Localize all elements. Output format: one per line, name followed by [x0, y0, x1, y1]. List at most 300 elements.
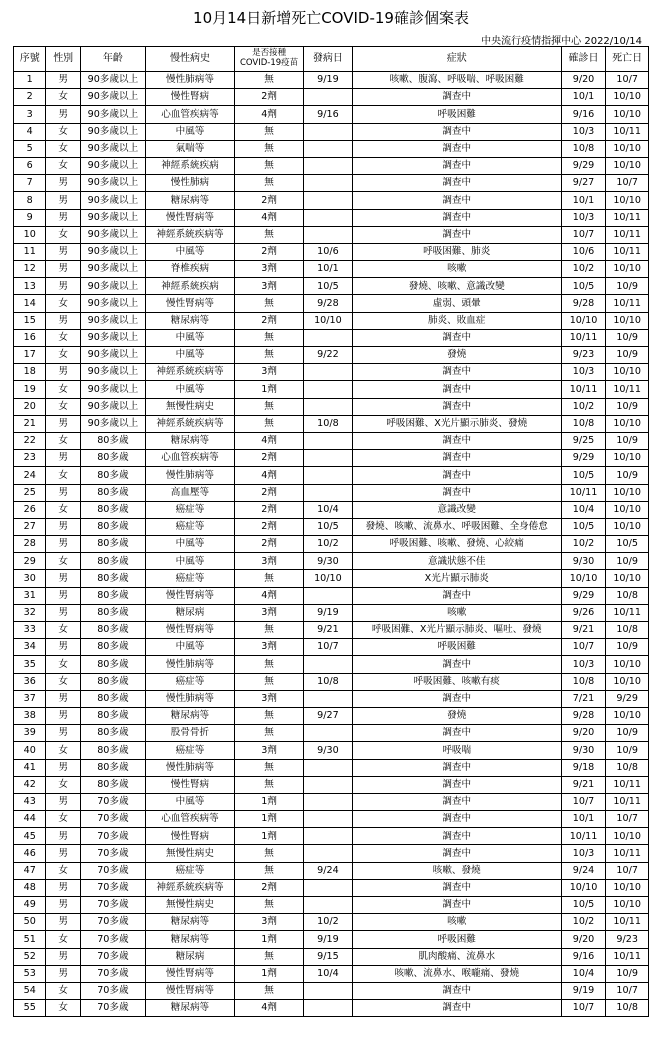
symptoms-cell: 調查中: [352, 484, 561, 501]
sex-cell: 男: [46, 587, 80, 604]
sex-cell: 男: [46, 243, 80, 260]
death-date-cell: 10/10: [606, 501, 649, 518]
vaccination-cell: 無: [235, 398, 304, 415]
confirmed-date-cell: 10/7: [561, 639, 606, 656]
confirmed-date-cell: 10/5: [561, 467, 606, 484]
serial-cell: 26: [14, 501, 46, 518]
death-date-cell: 10/7: [606, 811, 649, 828]
sex-cell: 男: [46, 106, 80, 123]
age-cell: 70多歲: [80, 1000, 145, 1017]
sex-cell: 男: [46, 897, 80, 914]
chronic-history-cell: 無慢性病史: [145, 845, 234, 862]
table-row: [14, 536, 649, 553]
onset-date-cell: 9/16: [304, 106, 353, 123]
onset-date-cell: 10/1: [304, 261, 353, 278]
serial-cell: 29: [14, 553, 46, 570]
symptoms-cell: 調查中: [352, 845, 561, 862]
vaccination-cell: 無: [235, 622, 304, 639]
onset-date-cell: [304, 329, 353, 346]
onset-date-cell: [304, 175, 353, 192]
death-date-cell: 10/9: [606, 329, 649, 346]
death-date-cell: 10/11: [606, 948, 649, 965]
header-sex: 性別: [46, 47, 80, 72]
header-vaccination: [235, 47, 304, 72]
table-header-row: [14, 47, 649, 72]
table-row: [14, 879, 649, 896]
onset-date-cell: 10/2: [304, 536, 353, 553]
symptoms-cell: 呼吸困難: [352, 639, 561, 656]
chronic-history-cell: 糖尿病等: [145, 707, 234, 724]
onset-date-cell: 10/4: [304, 965, 353, 982]
vaccination-cell: 4劑: [235, 1000, 304, 1017]
sex-cell: 男: [46, 707, 80, 724]
symptoms-cell: 呼吸喘: [352, 742, 561, 759]
age-cell: 90多歲以上: [80, 347, 145, 364]
death-date-cell: 10/8: [606, 759, 649, 776]
serial-cell: 40: [14, 742, 46, 759]
onset-date-cell: 10/7: [304, 639, 353, 656]
age-cell: 80多歲: [80, 432, 145, 449]
onset-date-cell: 10/8: [304, 415, 353, 432]
serial-cell: 43: [14, 793, 46, 810]
serial-cell: 41: [14, 759, 46, 776]
confirmed-date-cell: 10/3: [561, 656, 606, 673]
serial-cell: 52: [14, 948, 46, 965]
age-cell: 70多歲: [80, 845, 145, 862]
death-date-cell: 10/5: [606, 536, 649, 553]
symptoms-cell: 發燒: [352, 347, 561, 364]
death-date-cell: 10/7: [606, 72, 649, 89]
table-row: [14, 639, 649, 656]
confirmed-date-cell: 9/30: [561, 553, 606, 570]
confirmed-date-cell: 9/26: [561, 604, 606, 621]
chronic-history-cell: 癌症等: [145, 518, 234, 535]
vaccination-cell: 無: [235, 776, 304, 793]
vaccination-cell: 無: [235, 175, 304, 192]
onset-date-cell: [304, 811, 353, 828]
table-row: [14, 484, 649, 501]
table-row: [14, 828, 649, 845]
vaccination-cell: 3劑: [235, 690, 304, 707]
serial-cell: 7: [14, 175, 46, 192]
confirmed-date-cell: 10/5: [561, 278, 606, 295]
table-row: [14, 587, 649, 604]
death-date-cell: 10/11: [606, 226, 649, 243]
age-cell: 70多歲: [80, 931, 145, 948]
sex-cell: 男: [46, 415, 80, 432]
sex-cell: 男: [46, 828, 80, 845]
sex-cell: 男: [46, 518, 80, 535]
confirmed-date-cell: 10/1: [561, 192, 606, 209]
header-age: 年齡: [80, 47, 145, 72]
death-date-cell: 10/10: [606, 518, 649, 535]
symptoms-cell: X光片顯示肺炎: [352, 570, 561, 587]
symptoms-cell: 調查中: [352, 725, 561, 742]
confirmed-date-cell: 10/3: [561, 364, 606, 381]
vaccination-cell: 3劑: [235, 742, 304, 759]
death-date-cell: 10/11: [606, 914, 649, 931]
symptoms-cell: 調查中: [352, 879, 561, 896]
confirmed-date-cell: 9/20: [561, 725, 606, 742]
chronic-history-cell: 中風等: [145, 639, 234, 656]
chronic-history-cell: 糖尿病等: [145, 1000, 234, 1017]
chronic-history-cell: 心血管疾病等: [145, 450, 234, 467]
chronic-history-cell: 中風等: [145, 347, 234, 364]
chronic-history-cell: 糖尿病等: [145, 432, 234, 449]
chronic-history-cell: 中風等: [145, 793, 234, 810]
sex-cell: 男: [46, 278, 80, 295]
chronic-history-cell: 高血壓等: [145, 484, 234, 501]
serial-cell: 14: [14, 295, 46, 312]
onset-date-cell: [304, 759, 353, 776]
vaccination-cell: 2劑: [235, 484, 304, 501]
symptoms-cell: 咳嗽、腹瀉、呼吸喘、呼吸困難: [352, 72, 561, 89]
sex-cell: 男: [46, 690, 80, 707]
death-date-cell: 10/10: [606, 415, 649, 432]
age-cell: 90多歲以上: [80, 381, 145, 398]
table-row: [14, 381, 649, 398]
sex-cell: 男: [46, 914, 80, 931]
onset-date-cell: 9/19: [304, 931, 353, 948]
age-cell: 70多歲: [80, 982, 145, 999]
symptoms-cell: 調查中: [352, 656, 561, 673]
sex-cell: 男: [46, 759, 80, 776]
serial-cell: 46: [14, 845, 46, 862]
vaccination-cell: 2劑: [235, 450, 304, 467]
age-cell: 80多歲: [80, 604, 145, 621]
serial-cell: 22: [14, 432, 46, 449]
chronic-history-cell: 神經系統疾病: [145, 278, 234, 295]
confirmed-date-cell: 10/8: [561, 673, 606, 690]
onset-date-cell: [304, 656, 353, 673]
death-date-cell: 10/9: [606, 725, 649, 742]
sex-cell: 女: [46, 381, 80, 398]
table-row: [14, 347, 649, 364]
age-cell: 80多歲: [80, 707, 145, 724]
header-onset-date: 發病日: [304, 47, 353, 72]
header-confirmed-date: 確診日: [561, 47, 606, 72]
age-cell: 80多歲: [80, 673, 145, 690]
age-cell: 80多歲: [80, 450, 145, 467]
age-cell: 90多歲以上: [80, 295, 145, 312]
vaccination-cell: 無: [235, 862, 304, 879]
death-date-cell: 10/9: [606, 432, 649, 449]
chronic-history-cell: 糖尿病等: [145, 931, 234, 948]
age-cell: 90多歲以上: [80, 364, 145, 381]
onset-date-cell: [304, 484, 353, 501]
symptoms-cell: 調查中: [352, 759, 561, 776]
chronic-history-cell: 慢性腎病等: [145, 209, 234, 226]
onset-date-cell: 9/30: [304, 553, 353, 570]
table-row: [14, 295, 649, 312]
confirmed-date-cell: 9/21: [561, 622, 606, 639]
symptoms-cell: 調查中: [352, 157, 561, 174]
age-cell: 90多歲以上: [80, 278, 145, 295]
table-row: [14, 776, 649, 793]
sex-cell: 女: [46, 123, 80, 140]
onset-date-cell: 9/28: [304, 295, 353, 312]
serial-cell: 39: [14, 725, 46, 742]
death-date-cell: 10/8: [606, 587, 649, 604]
vaccination-cell: 2劑: [235, 192, 304, 209]
age-cell: 90多歲以上: [80, 106, 145, 123]
age-cell: 80多歲: [80, 725, 145, 742]
serial-cell: 51: [14, 931, 46, 948]
serial-cell: 10: [14, 226, 46, 243]
onset-date-cell: [304, 209, 353, 226]
age-cell: 90多歲以上: [80, 329, 145, 346]
age-cell: 80多歲: [80, 553, 145, 570]
serial-cell: 16: [14, 329, 46, 346]
vaccination-cell: 3劑: [235, 261, 304, 278]
sex-cell: 女: [46, 329, 80, 346]
symptoms-cell: 調查中: [352, 192, 561, 209]
age-cell: 70多歲: [80, 862, 145, 879]
confirmed-date-cell: 10/3: [561, 123, 606, 140]
symptoms-cell: 意識狀態不佳: [352, 553, 561, 570]
age-cell: 80多歲: [80, 759, 145, 776]
confirmed-date-cell: 10/11: [561, 329, 606, 346]
serial-cell: 33: [14, 622, 46, 639]
chronic-history-cell: 心血管疾病等: [145, 811, 234, 828]
death-date-cell: 10/7: [606, 862, 649, 879]
table-row: [14, 89, 649, 106]
onset-date-cell: [304, 192, 353, 209]
chronic-history-cell: 慢性腎病: [145, 828, 234, 845]
serial-cell: 5: [14, 140, 46, 157]
sex-cell: 女: [46, 89, 80, 106]
vaccination-cell: 無: [235, 415, 304, 432]
confirmed-date-cell: 9/29: [561, 587, 606, 604]
confirmed-date-cell: 10/5: [561, 897, 606, 914]
death-date-cell: 10/11: [606, 604, 649, 621]
sex-cell: 男: [46, 209, 80, 226]
death-date-cell: 10/11: [606, 209, 649, 226]
vaccination-cell: 無: [235, 347, 304, 364]
death-date-cell: 10/9: [606, 467, 649, 484]
confirmed-date-cell: 9/21: [561, 776, 606, 793]
sex-cell: 女: [46, 553, 80, 570]
sex-cell: 女: [46, 862, 80, 879]
death-date-cell: 10/9: [606, 639, 649, 656]
confirmed-date-cell: 10/3: [561, 845, 606, 862]
sex-cell: 男: [46, 639, 80, 656]
onset-date-cell: 9/27: [304, 707, 353, 724]
confirmed-date-cell: 7/21: [561, 690, 606, 707]
vaccination-cell: 無: [235, 948, 304, 965]
chronic-history-cell: 神經系統疾病等: [145, 415, 234, 432]
symptoms-cell: 調查中: [352, 398, 561, 415]
vaccination-cell: 3劑: [235, 639, 304, 656]
chronic-history-cell: 中風等: [145, 536, 234, 553]
table-row: [14, 140, 649, 157]
symptoms-cell: 調查中: [352, 123, 561, 140]
symptoms-cell: 調查中: [352, 776, 561, 793]
table-row: [14, 604, 649, 621]
serial-cell: 20: [14, 398, 46, 415]
death-date-cell: 10/10: [606, 656, 649, 673]
symptoms-cell: 調查中: [352, 897, 561, 914]
vaccination-cell: 無: [235, 982, 304, 999]
death-date-cell: 10/11: [606, 243, 649, 260]
onset-date-cell: [304, 140, 353, 157]
confirmed-date-cell: 10/7: [561, 1000, 606, 1017]
vaccination-cell: 無: [235, 673, 304, 690]
death-date-cell: 10/10: [606, 484, 649, 501]
chronic-history-cell: 神經系統疾病等: [145, 879, 234, 896]
serial-cell: 34: [14, 639, 46, 656]
age-cell: 70多歲: [80, 879, 145, 896]
confirmed-date-cell: 10/1: [561, 811, 606, 828]
confirmed-date-cell: 10/7: [561, 793, 606, 810]
onset-date-cell: 10/4: [304, 501, 353, 518]
death-date-cell: 10/10: [606, 879, 649, 896]
sex-cell: 女: [46, 501, 80, 518]
age-cell: 80多歲: [80, 501, 145, 518]
vaccination-cell: 無: [235, 329, 304, 346]
sex-cell: 女: [46, 673, 80, 690]
confirmed-date-cell: 10/2: [561, 914, 606, 931]
sex-cell: 男: [46, 312, 80, 329]
table-row: [14, 312, 649, 329]
serial-cell: 50: [14, 914, 46, 931]
chronic-history-cell: 糖尿病等: [145, 192, 234, 209]
symptoms-cell: 咳嗽、發燒: [352, 862, 561, 879]
symptoms-cell: 呼吸困難、X光片顯示肺炎、嘔吐、發燒: [352, 622, 561, 639]
age-cell: 80多歲: [80, 484, 145, 501]
serial-cell: 21: [14, 415, 46, 432]
chronic-history-cell: 慢性腎病等: [145, 965, 234, 982]
age-cell: 70多歲: [80, 897, 145, 914]
serial-cell: 49: [14, 897, 46, 914]
serial-cell: 47: [14, 862, 46, 879]
confirmed-date-cell: 9/23: [561, 347, 606, 364]
onset-date-cell: [304, 381, 353, 398]
vaccination-cell: 無: [235, 759, 304, 776]
vaccination-cell: 無: [235, 707, 304, 724]
confirmed-date-cell: 10/10: [561, 879, 606, 896]
table-row: [14, 501, 649, 518]
serial-cell: 1: [14, 72, 46, 89]
serial-cell: 13: [14, 278, 46, 295]
table-row: [14, 364, 649, 381]
onset-date-cell: [304, 690, 353, 707]
onset-date-cell: 10/6: [304, 243, 353, 260]
header-chronic-history: 慢性病史: [145, 47, 234, 72]
death-date-cell: 10/10: [606, 570, 649, 587]
symptoms-cell: 咳嗽: [352, 261, 561, 278]
vaccination-cell: 3劑: [235, 604, 304, 621]
vaccination-cell: 2劑: [235, 243, 304, 260]
sex-cell: 男: [46, 536, 80, 553]
sex-cell: 女: [46, 140, 80, 157]
death-date-cell: 10/9: [606, 278, 649, 295]
vaccination-cell: 無: [235, 570, 304, 587]
confirmed-date-cell: 9/27: [561, 175, 606, 192]
chronic-history-cell: 慢性腎病等: [145, 295, 234, 312]
chronic-history-cell: 氣喘等: [145, 140, 234, 157]
chronic-history-cell: 癌症等: [145, 501, 234, 518]
death-date-cell: 10/11: [606, 381, 649, 398]
serial-cell: 18: [14, 364, 46, 381]
age-cell: 80多歲: [80, 639, 145, 656]
symptoms-cell: 發燒: [352, 707, 561, 724]
sex-cell: 女: [46, 226, 80, 243]
vaccination-cell: 2劑: [235, 879, 304, 896]
serial-cell: 3: [14, 106, 46, 123]
chronic-history-cell: 慢性肺病等: [145, 690, 234, 707]
age-cell: 80多歲: [80, 570, 145, 587]
sex-cell: 女: [46, 1000, 80, 1017]
vaccination-cell: 4劑: [235, 106, 304, 123]
confirmed-date-cell: 10/1: [561, 89, 606, 106]
onset-date-cell: 9/19: [304, 72, 353, 89]
chronic-history-cell: 癌症等: [145, 742, 234, 759]
confirmed-date-cell: 9/16: [561, 106, 606, 123]
sex-cell: 男: [46, 879, 80, 896]
age-cell: 90多歲以上: [80, 175, 145, 192]
table-row: [14, 106, 649, 123]
serial-cell: 53: [14, 965, 46, 982]
serial-cell: 12: [14, 261, 46, 278]
confirmed-date-cell: 9/16: [561, 948, 606, 965]
table-row: [14, 175, 649, 192]
onset-date-cell: [304, 1000, 353, 1017]
age-cell: 80多歲: [80, 467, 145, 484]
age-cell: 90多歲以上: [80, 209, 145, 226]
confirmed-date-cell: 10/7: [561, 226, 606, 243]
serial-cell: 27: [14, 518, 46, 535]
table-row: [14, 845, 649, 862]
symptoms-cell: 調查中: [352, 175, 561, 192]
vaccination-cell: 4劑: [235, 209, 304, 226]
age-cell: 90多歲以上: [80, 192, 145, 209]
chronic-history-cell: 神經系統疾病等: [145, 364, 234, 381]
onset-date-cell: 9/21: [304, 622, 353, 639]
sex-cell: 女: [46, 622, 80, 639]
age-cell: 90多歲以上: [80, 312, 145, 329]
confirmed-date-cell: 9/18: [561, 759, 606, 776]
table-row: [14, 982, 649, 999]
vaccination-cell: 3劑: [235, 364, 304, 381]
table-row: [14, 656, 649, 673]
sex-cell: 女: [46, 295, 80, 312]
sex-cell: 女: [46, 432, 80, 449]
death-date-cell: 9/29: [606, 690, 649, 707]
age-cell: 80多歲: [80, 622, 145, 639]
serial-cell: 6: [14, 157, 46, 174]
serial-cell: 23: [14, 450, 46, 467]
vaccination-cell: 4劑: [235, 467, 304, 484]
chronic-history-cell: 慢性肺病等: [145, 656, 234, 673]
symptoms-cell: 呼吸困難、咳嗽有痰: [352, 673, 561, 690]
age-cell: 80多歲: [80, 536, 145, 553]
table-row: [14, 432, 649, 449]
onset-date-cell: 9/30: [304, 742, 353, 759]
table-row: [14, 209, 649, 226]
chronic-history-cell: 中風等: [145, 381, 234, 398]
age-cell: 80多歲: [80, 690, 145, 707]
confirmed-date-cell: 9/20: [561, 931, 606, 948]
death-date-cell: 10/10: [606, 312, 649, 329]
symptoms-cell: 呼吸困難、咳嗽、發燒、心絞痛: [352, 536, 561, 553]
onset-date-cell: 10/5: [304, 278, 353, 295]
death-date-cell: 10/10: [606, 157, 649, 174]
onset-date-cell: 10/8: [304, 673, 353, 690]
symptoms-cell: 呼吸困難、X光片顯示肺炎、發燒: [352, 415, 561, 432]
chronic-history-cell: 慢性肺病等: [145, 759, 234, 776]
serial-cell: 9: [14, 209, 46, 226]
